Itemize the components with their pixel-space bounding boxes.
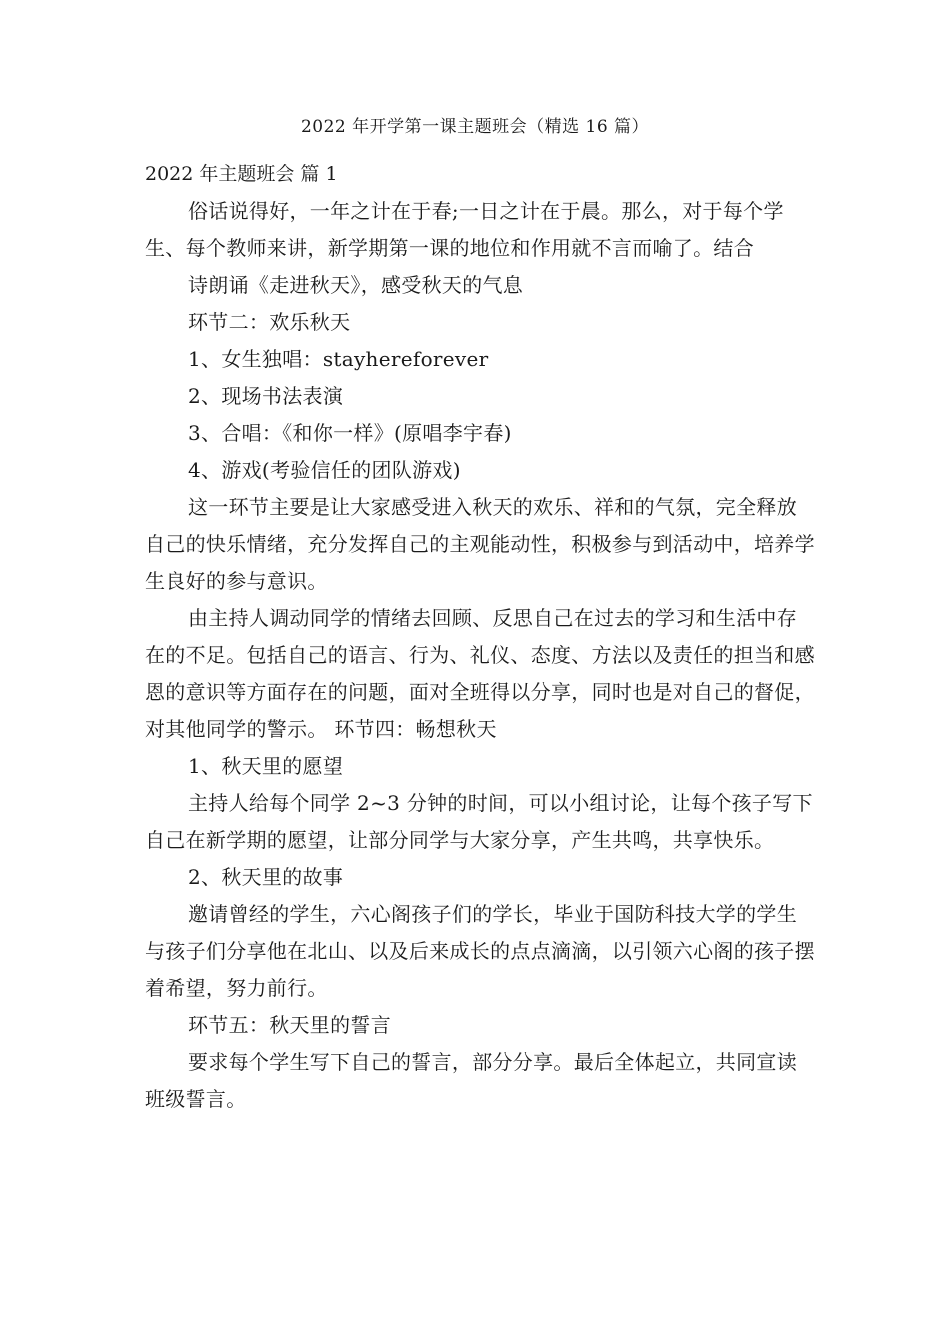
document-body (145, 156, 815, 1118)
list-item-calligraphy: 2、现场书法表演 (188, 384, 344, 408)
paragraph-wish-detail: 主持人给每个同学 2~3 分钟的时间，可以小组讨论，让每个孩子写下自己在新学期的愿望，让部分同学与大家分享，产生共鸣，共享快乐。 (145, 791, 813, 852)
paragraph-poem: 诗朗诵《走进秋天》，感受秋天的气息 (188, 273, 524, 297)
paragraph-oath: 要求每个学生写下自己的誓言，部分分享。最后全体起立，共同宣读班级誓言。 (145, 1050, 797, 1111)
paragraph-story-detail: 邀请曾经的学生，六心阁孩子们的学长，毕业于国防科技大学的学生与孩子们分享他在北山、以及后来成长的点点滴滴，以引领六心阁的孩子摆着希望，努力前行。 (145, 902, 815, 1000)
paragraph-reflection: 由主持人调动同学的情绪去回顾、反思自己在过去的学习和生活中存在的不足。包括自己的语言、行为、礼仪、态度、方法以及责任的担当和感恩的意识等方面存在的问题，面对全班得以分享，同时也是对自己的督促，对其他同学的警示。 环节四：畅想秋天 (145, 606, 815, 741)
list-item-solo: 1、女生独唱：stayhereforever (188, 347, 489, 371)
section-heading: 2022 年主题班会 篇 1 (145, 163, 338, 185)
paragraph-section-five: 环节五：秋天里的誓言 (188, 1013, 391, 1037)
list-item-game: 4、游戏(考验信任的团队游戏) (188, 458, 461, 482)
paragraph-summary: 这一环节主要是让大家感受进入秋天的欢乐、祥和的气氛，完全释放自己的快乐情绪，充分发挥自己的主观能动性，积极参与到活动中，培养学生良好的参与意识。 (145, 495, 815, 593)
list-item-chorus: 3、合唱：《和你一样》(原唱李宇春) (188, 421, 512, 445)
document-title: 2022 年开学第一课主题班会（精选 16 篇） (300, 117, 650, 137)
paragraph-intro: 俗话说得好，一年之计在于春;一日之计在于晨。那么，对于每个学生、每个教师来讲，新学期第一课的地位和作用就不言而喻了。结合 (145, 199, 784, 260)
paragraph-section-two: 环节二：欢乐秋天 (188, 310, 351, 334)
list-item-wish: 1、秋天里的愿望 (188, 754, 344, 778)
list-item-story: 2、秋天里的故事 (188, 865, 344, 889)
